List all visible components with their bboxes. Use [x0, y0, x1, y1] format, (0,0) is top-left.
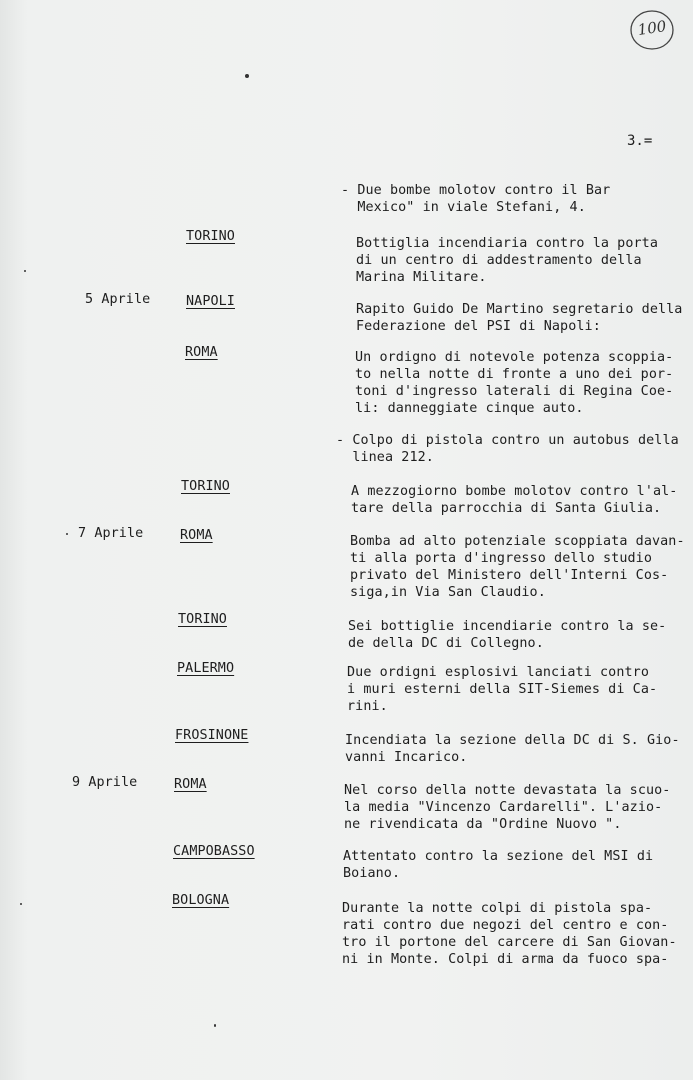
scan-speck: [24, 270, 26, 272]
entry-text-line: Nel corso della notte devastata la scuo-: [344, 783, 671, 798]
entry-text-line: rini.: [347, 699, 388, 714]
entry-text-line: - Colpo di pistola contro un autobus della: [336, 433, 679, 448]
entry-text-line: Rapito Guido De Martino segretario della: [356, 302, 683, 317]
entry-text-line: Durante la notte colpi di pistola spa-: [342, 901, 653, 916]
entry-text-line: Due ordigni esplosivi lanciati contro: [347, 665, 649, 680]
city-label: FROSINONE: [175, 728, 249, 743]
entry-text-line: Bottiglia incendiaria contro la porta: [356, 236, 658, 251]
entry-text-line: de della DC di Collegno.: [348, 636, 544, 651]
scan-speck: [214, 1024, 216, 1027]
entry-text-line: siga,in Via San Claudio.: [350, 585, 546, 600]
entry-text-line: Sei bottiglie incendiarie contro la se-: [348, 619, 667, 634]
entry-text-line: Un ordigno di notevole potenza scoppia-: [355, 350, 674, 365]
entry-text-line: toni d'ingresso laterali di Regina Coe-: [355, 384, 674, 399]
entry-text-line: rati contro due negozi del centro e con-: [342, 918, 669, 933]
city-label: TORINO: [186, 229, 235, 244]
entry-text-line: - Due bombe molotov contro il Bar: [341, 183, 611, 198]
entry-text-line: ne rivendicata da "Ordine Nuovo ".: [344, 817, 622, 832]
city-label: ROMA: [174, 777, 207, 792]
entry-text-line: i muri esterni della SIT-Siemes di Ca-: [347, 682, 658, 697]
entry-text-line: Federazione del PSI di Napoli:: [356, 319, 601, 334]
date-label: 9 Aprile: [72, 775, 138, 790]
city-label: PALERMO: [177, 661, 235, 676]
city-label: ROMA: [180, 528, 213, 543]
date-label: 7 Aprile: [78, 526, 144, 541]
page-stamp: [628, 8, 676, 52]
stamp-number: 100: [636, 17, 668, 39]
city-label: NAPOLI: [186, 294, 235, 309]
city-label: ROMA: [185, 345, 218, 360]
date-label: 5 Aprile: [85, 292, 151, 307]
entry-text-line: tro il portone del carcere di San Giovan-: [342, 935, 677, 950]
entry-text-line: ti alla porta d'ingresso dello studio: [350, 551, 652, 566]
entry-text-line: privato del Ministero dell'Interni Cos-: [350, 568, 669, 583]
entry-text-line: Marina Militare.: [356, 270, 487, 285]
entry-text-line: A mezzogiorno bombe molotov contro l'al-: [351, 484, 678, 499]
entry-text-line: li: danneggiate cinque auto.: [355, 401, 584, 416]
entry-text-line: Incendiata la sezione della DC di S. Gio-: [345, 733, 680, 748]
entry-text-line: tare della parrocchia di Santa Giulia.: [351, 501, 662, 516]
scan-speck: [245, 74, 249, 78]
entry-text-line: vanni Incarico.: [345, 750, 468, 765]
entry-text-line: linea 212.: [336, 450, 434, 465]
city-label: TORINO: [181, 479, 230, 494]
entry-text-line: to nella notte di fronte a uno dei por-: [355, 367, 674, 382]
entry-text-line: di un centro di addestramento della: [356, 253, 642, 268]
entry-text-line: Bomba ad alto potenziale scoppiata davan-: [350, 534, 685, 549]
entry-text-line: ni in Monte. Colpi di arma da fuoco spa-: [342, 952, 669, 967]
city-label: BOLOGNA: [172, 893, 230, 908]
city-label: TORINO: [178, 612, 227, 627]
entry-text-line: la media "Vincenzo Cardarelli". L'azio-: [344, 800, 663, 815]
city-label: CAMPOBASSO: [173, 844, 255, 859]
entry-text-line: Boiano.: [343, 866, 401, 881]
entry-text-line: Attentato contro la sezione del MSI di: [343, 849, 654, 864]
scan-speck: [66, 533, 68, 535]
page-number: 3.=: [627, 133, 653, 149]
entry-text-line: Mexico" in viale Stefani, 4.: [341, 200, 586, 215]
scan-speck: [20, 903, 22, 905]
